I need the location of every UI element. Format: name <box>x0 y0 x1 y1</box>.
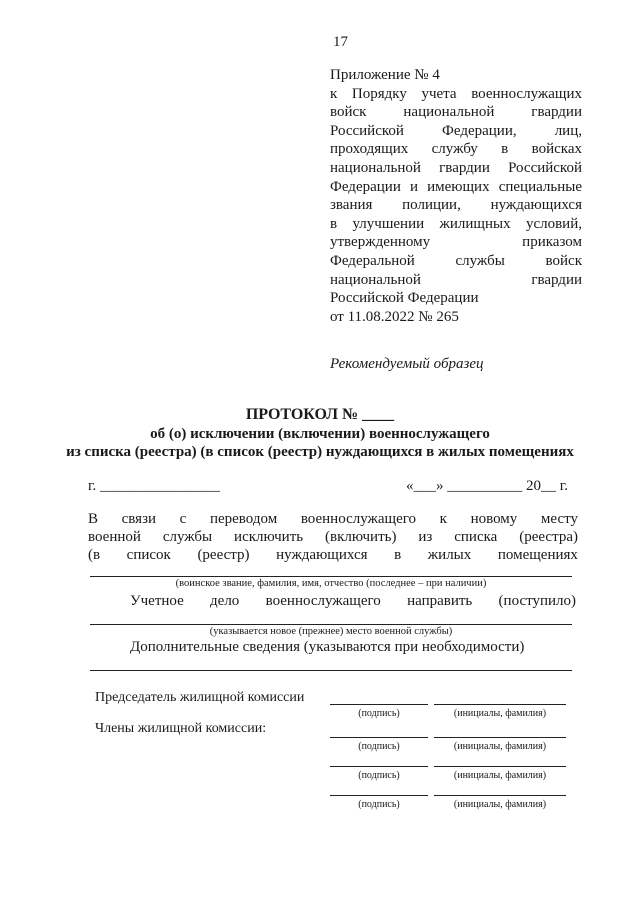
protocol-subtitle-2: из списка (реестра) (в список (реестр) нуждающихся в жилых помещениях <box>66 444 574 460</box>
appendix-block <box>330 66 582 326</box>
paragraph-word: направить <box>407 593 473 609</box>
paragraph-word: к <box>439 511 447 527</box>
appendix-line <box>330 271 582 290</box>
paragraph-word: (в <box>88 547 101 563</box>
name-fill-line <box>90 576 572 577</box>
appendix-line <box>330 196 582 215</box>
appendix-line <box>330 66 582 85</box>
appendix-word: войск <box>545 252 582 269</box>
appendix-word: Федерации <box>330 178 401 195</box>
city-field: г. ________________ <box>88 478 220 494</box>
signature-line <box>330 737 428 738</box>
appendix-word: жилищных <box>439 215 511 232</box>
signature-caption: (подпись) <box>358 708 400 719</box>
appendix-line <box>330 233 582 252</box>
paragraph-word: нуждающихся <box>276 547 368 563</box>
paragraph-word: с <box>179 511 187 527</box>
additional-info: Дополнительные сведения (указываются при необходимости) <box>130 639 525 655</box>
initials-line <box>434 704 566 705</box>
appendix-word: гвардии <box>439 159 490 176</box>
initials-caption: (инициалы, фамилия) <box>453 799 547 810</box>
signature-caption: (подпись) <box>358 741 400 752</box>
signature-caption: (подпись) <box>358 770 400 781</box>
appendix-line <box>330 252 582 271</box>
paragraph-line-1 <box>88 511 578 528</box>
signature-line <box>330 704 428 705</box>
initials-line <box>434 795 566 796</box>
paragraph-line-2 <box>88 529 578 546</box>
appendix-word: Российской Федерации <box>330 290 479 307</box>
protocol-subtitle-1: об (о) исключении (включении) военнослужащего <box>150 426 490 442</box>
paragraph-word: в <box>394 547 402 563</box>
appendix-word: к <box>330 85 338 102</box>
appendix-word: Федерации, <box>442 122 517 139</box>
paragraph-word: (реестр) <box>197 547 250 563</box>
paragraph-word: список <box>126 547 171 563</box>
appendix-word: звания <box>330 197 373 214</box>
signature-caption: (подпись) <box>358 799 400 810</box>
members-label: Члены жилищной комиссии: <box>95 721 267 736</box>
initials-caption: (инициалы, фамилия) <box>453 770 547 781</box>
appendix-word: войск <box>330 104 367 121</box>
paragraph-2 <box>130 593 576 610</box>
appendix-line <box>330 215 582 234</box>
service-caption: (указывается новое (прежнее) место военной службы) <box>209 626 453 637</box>
paragraph-word: военной <box>88 529 141 545</box>
appendix-line <box>330 140 582 159</box>
chairman-label: Председатель жилищной комиссии <box>95 690 305 705</box>
appendix-word: войсках <box>531 141 582 158</box>
protocol-title: ПРОТОКОЛ № ____ <box>245 406 395 423</box>
paragraph-word: новому <box>470 511 518 527</box>
appendix-word: Приложение № 4 <box>330 67 440 83</box>
paragraph-word: (включить) <box>325 529 397 545</box>
additional-fill-line <box>90 670 572 671</box>
paragraph-word: дело <box>210 593 240 609</box>
appendix-word: специальные <box>498 178 582 195</box>
appendix-word: лиц, <box>554 122 582 139</box>
signature-line <box>330 766 428 767</box>
initials-caption: (инициалы, фамилия) <box>453 708 547 719</box>
paragraph-word: списка <box>454 529 498 545</box>
appendix-word: условий, <box>525 215 582 232</box>
appendix-word: и <box>409 178 418 195</box>
appendix-word: в <box>330 215 338 232</box>
appendix-word: учета <box>421 85 457 102</box>
paragraph-word: Учетное <box>130 593 184 609</box>
signature-line <box>330 795 428 796</box>
appendix-word: гвардии <box>531 271 582 288</box>
recommended-label: Рекомендуемый образец <box>330 356 484 372</box>
appendix-word: в <box>501 141 509 158</box>
appendix-word: службы <box>455 252 505 269</box>
appendix-word: Российской <box>508 159 582 176</box>
paragraph-word: В <box>88 511 99 527</box>
appendix-line <box>330 178 582 197</box>
appendix-word: проходящих <box>330 141 409 158</box>
appendix-word: национальной <box>403 104 495 121</box>
paragraph-word: помещениях <box>497 547 578 563</box>
appendix-word: национальной <box>330 159 421 176</box>
paragraph-word: жилых <box>427 547 472 563</box>
initials-line <box>434 766 566 767</box>
date-field: «___» __________ 20__ г. <box>406 478 568 494</box>
appendix-line <box>330 122 582 141</box>
appendix-word: от 11.08.2022 № 265 <box>330 308 459 325</box>
appendix-word: утвержденному <box>330 234 431 251</box>
appendix-line <box>330 103 582 122</box>
paragraph-word: связи <box>121 511 157 527</box>
appendix-word: Федеральной <box>330 252 415 269</box>
paragraph-word: военнослужащего <box>300 511 417 527</box>
appendix-word: полиции, <box>402 197 461 214</box>
appendix-line <box>330 85 582 104</box>
paragraph-word: переводом <box>209 511 278 527</box>
paragraph-word: из <box>418 529 433 545</box>
initials-caption: (инициалы, фамилия) <box>453 741 547 752</box>
name-caption: (воинское звание, фамилия, имя, отчество (последнее – при наличии) <box>175 578 487 589</box>
paragraph-word: (поступило) <box>498 593 576 609</box>
appendix-word: службу <box>431 141 478 158</box>
appendix-line <box>330 159 582 178</box>
paragraph-line-3 <box>88 547 578 564</box>
page-number: 17 <box>333 34 348 50</box>
paragraph-word: службы <box>162 529 213 545</box>
appendix-word: приказом <box>522 234 582 251</box>
appendix-word: имеющих <box>427 178 490 195</box>
appendix-word: Порядку <box>351 85 407 102</box>
paragraph-word: месту <box>540 511 578 527</box>
appendix-word: военнослужащих <box>471 85 582 102</box>
appendix-word: гвардии <box>531 104 582 121</box>
appendix-word: Российской <box>330 122 404 139</box>
service-fill-line <box>90 624 572 625</box>
initials-line <box>434 737 566 738</box>
appendix-word: нуждающихся <box>490 197 582 214</box>
appendix-word: национальной <box>330 271 421 288</box>
appendix-line <box>330 289 582 308</box>
paragraph-word: военнослужащего <box>265 593 381 609</box>
appendix-word: улучшении <box>352 215 425 232</box>
appendix-line <box>330 308 582 327</box>
paragraph-word: исключить <box>234 529 304 545</box>
paragraph-word: (реестра) <box>519 529 578 545</box>
